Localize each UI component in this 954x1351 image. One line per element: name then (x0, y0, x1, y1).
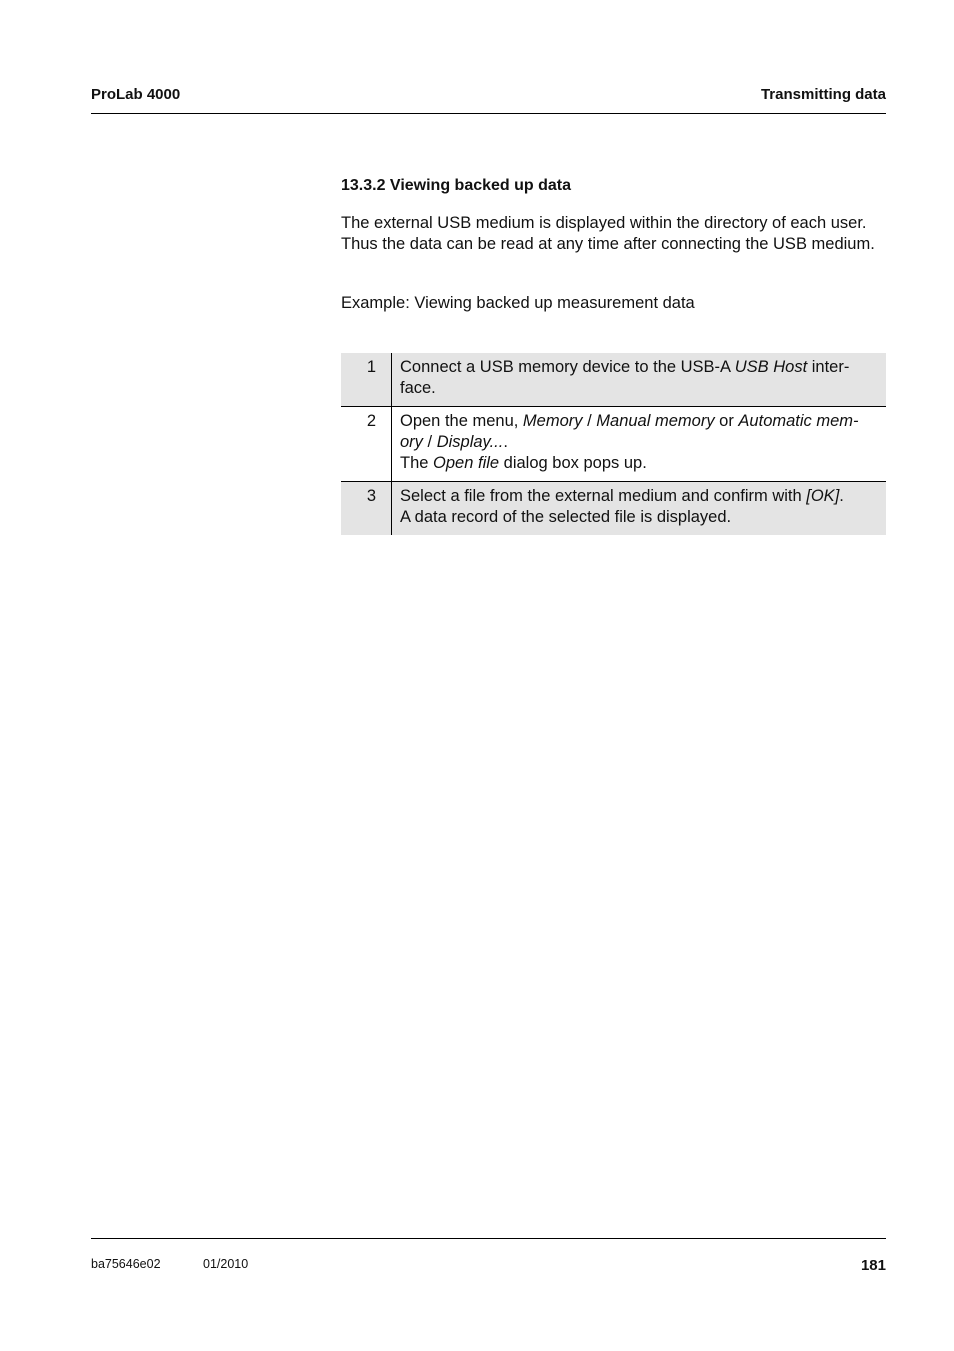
step-row (341, 353, 886, 407)
header-product: ProLab 4000 (91, 86, 181, 103)
page-number: 181 (860, 1257, 886, 1274)
footer-doc-id: ba75646e02 (91, 1257, 161, 1271)
footer-divider (91, 1238, 886, 1239)
example-label: Example: Viewing backed up measurement data (341, 294, 695, 312)
step-text-part: Open the menu, (400, 412, 523, 430)
menu-path-item: Manual memory (596, 412, 715, 430)
menu-path-item: ory (400, 433, 423, 451)
step-row (341, 482, 886, 536)
menu-path-item: Display... (436, 433, 504, 451)
step-text-part: or (714, 412, 739, 430)
footer-date: 01/2010 (203, 1257, 249, 1271)
step-number: 3 (341, 482, 392, 536)
step-number: 2 (341, 407, 392, 482)
step-text-part: dialog box pops up. (499, 454, 647, 472)
step-text-part: A data record of the selected file is displayed. (400, 508, 732, 526)
step-row (341, 407, 886, 482)
step-text (392, 353, 887, 407)
intro-paragraph: The external USB medium is displayed within the directory of each user. Thus the data can be read at any time after connecting the USB medium. (341, 214, 875, 253)
step-text (392, 407, 887, 482)
step-text-part: Select a file from the external medium and confirm with (400, 487, 807, 505)
header-divider (91, 113, 886, 114)
key-name: [OK] (806, 487, 840, 505)
section-title: 13.3.2 Viewing backed up data (341, 177, 572, 194)
step-text-part: . (503, 433, 508, 451)
step-text-part: / (422, 433, 437, 451)
step-text-part: Connect a USB memory device to the USB-A (400, 358, 735, 376)
header-chapter: Transmitting data (760, 86, 886, 103)
step-text-italic: USB Host (734, 358, 808, 376)
step-text-part: / (582, 412, 597, 430)
dialog-name: Open file (433, 454, 500, 472)
menu-path-item: Memory (522, 412, 583, 430)
step-text-part: inter- (807, 358, 850, 376)
step-text-part: The (400, 454, 434, 472)
step-text-part: face. (400, 379, 436, 397)
step-text-part: . (839, 487, 844, 505)
step-number: 1 (341, 353, 392, 407)
step-text (392, 482, 887, 536)
menu-path-item: Automatic mem- (738, 412, 859, 430)
steps-table (341, 353, 886, 535)
